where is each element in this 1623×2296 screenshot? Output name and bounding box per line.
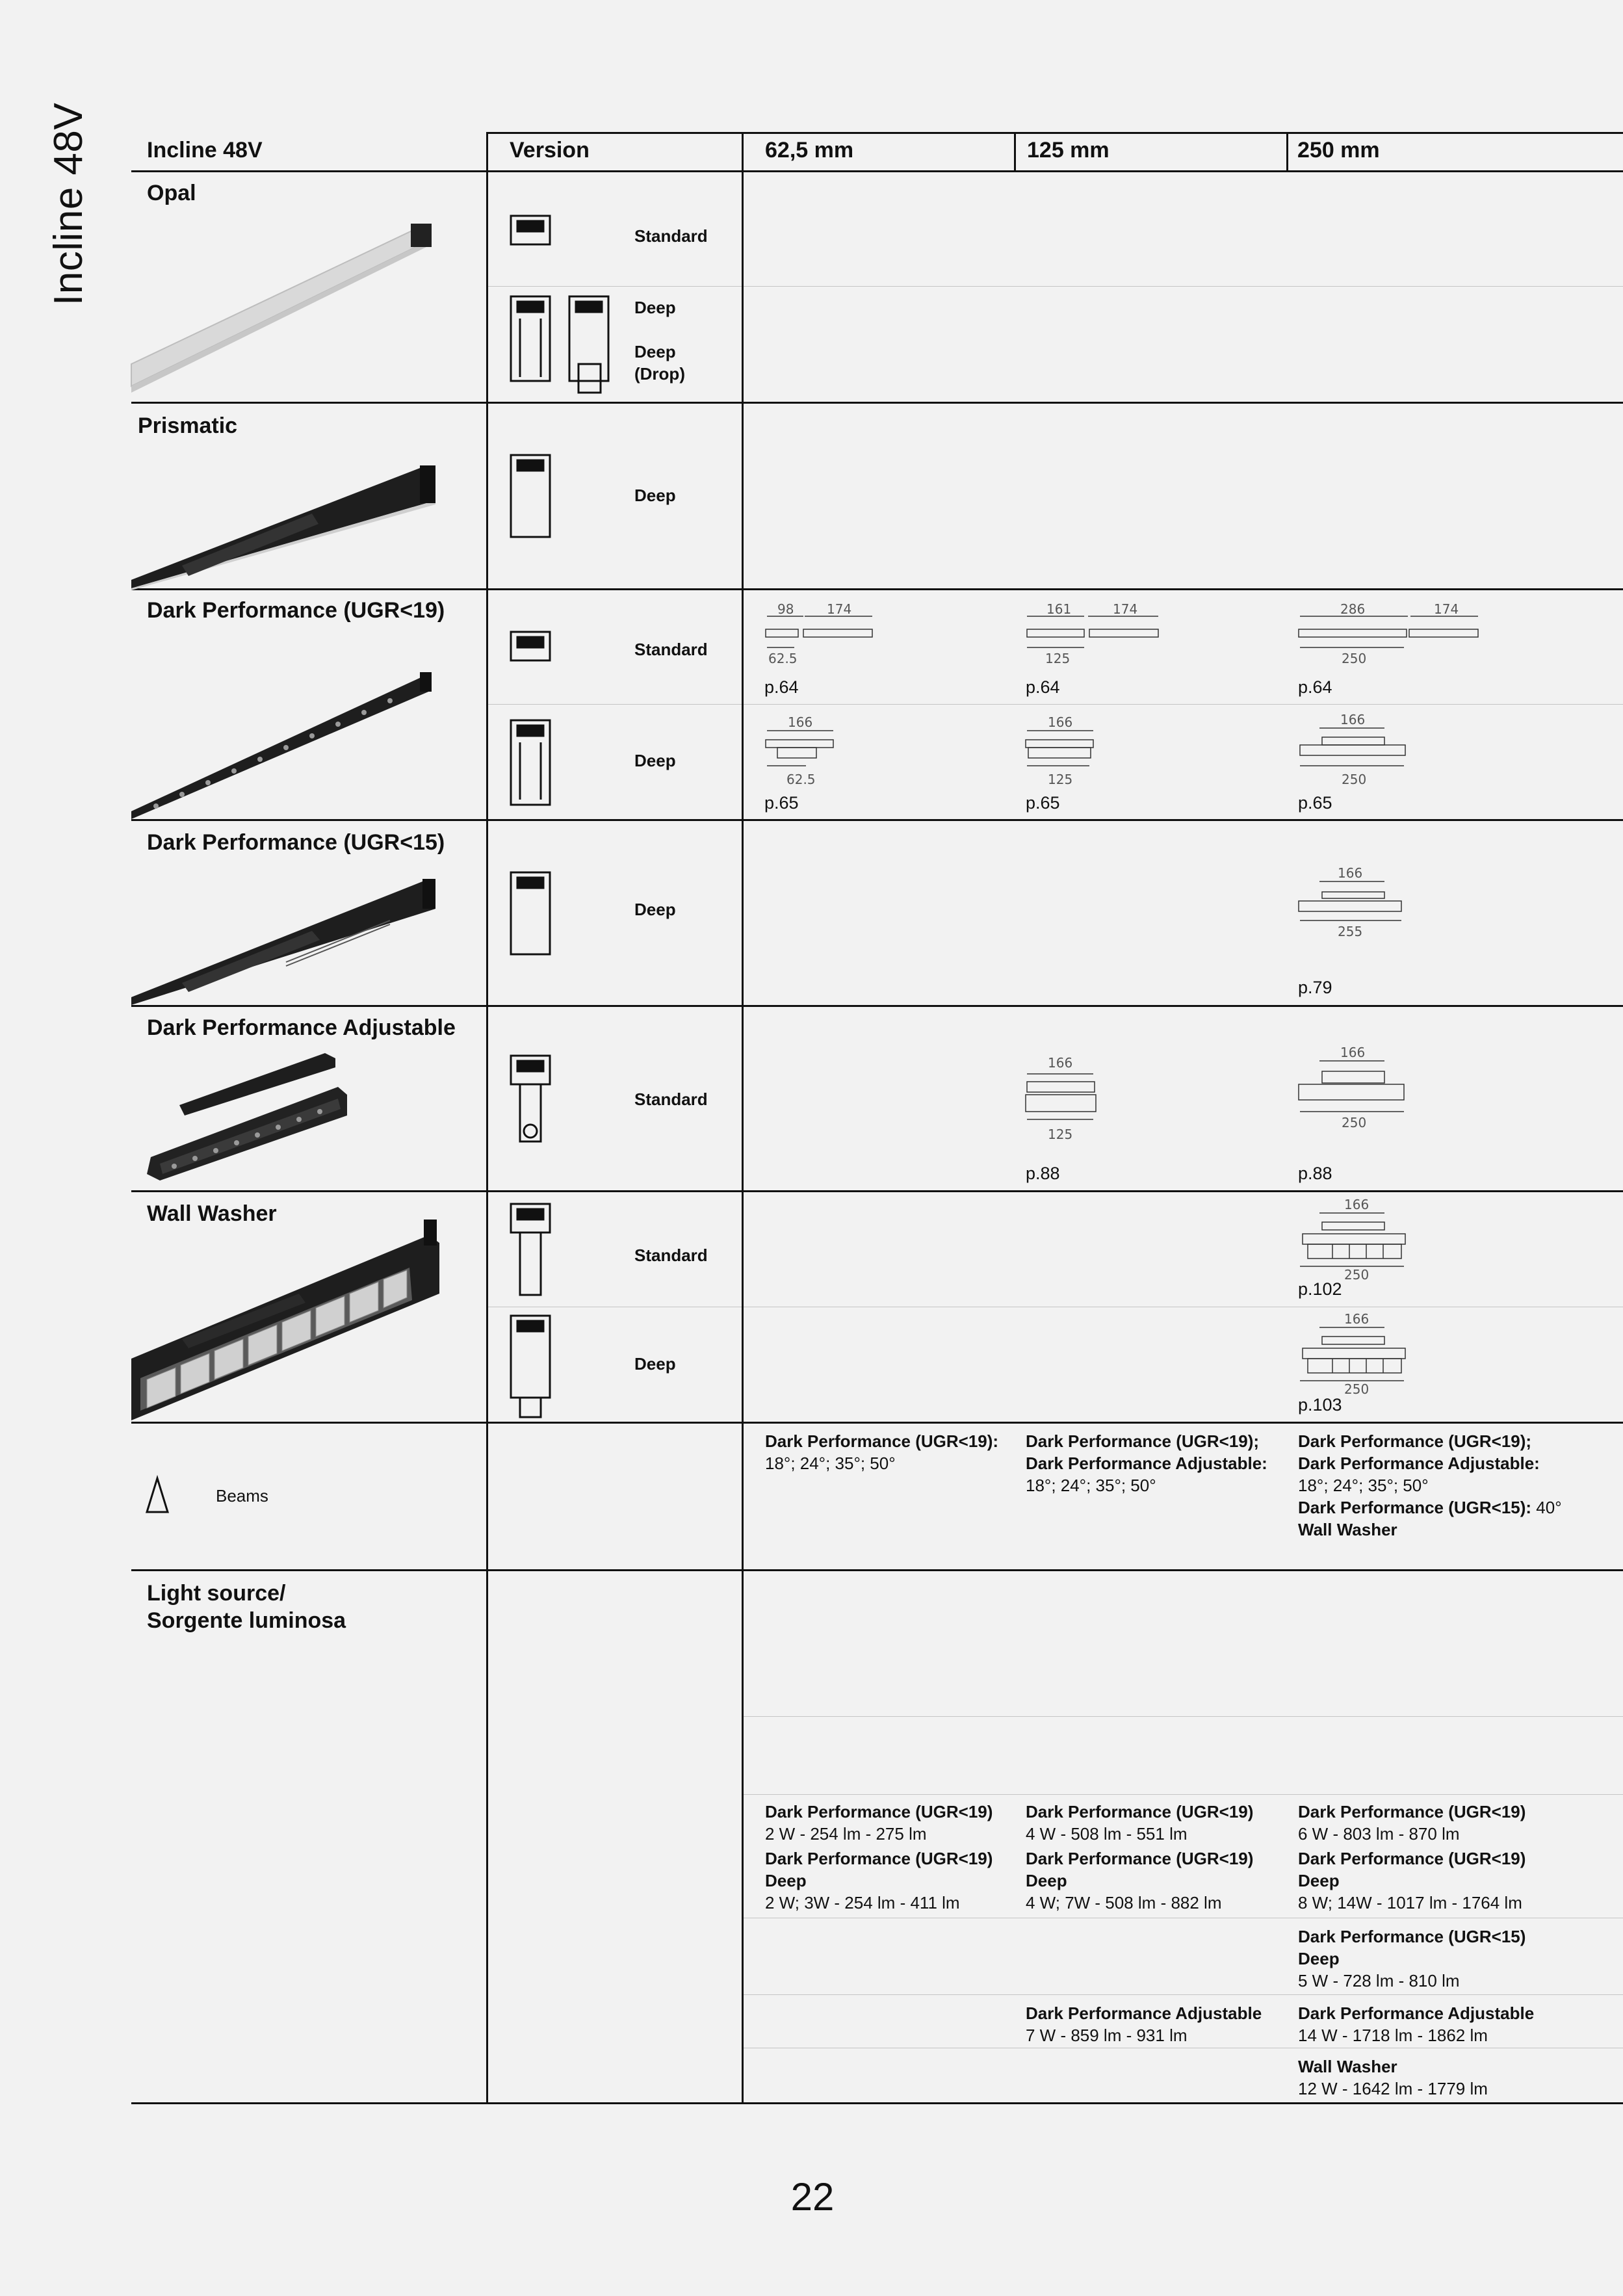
light-source-col-125: Dark Performance (UGR<19) 4 W - 508 lm - 551 lm Dark Performance (UGR<19) Deep 4 W; 7W - 508 lm - 882 lm: [1026, 1802, 1254, 1912]
family-dark-performance-ugr19: Dark Performance (UGR<19): [147, 598, 445, 623]
family-prismatic: Prismatic: [138, 413, 238, 438]
dim-label: 166: [1340, 712, 1366, 727]
light-source-col-125-adjustable: Dark Performance Adjustable 7 W - 859 lm - 931 lm: [1026, 2003, 1262, 2045]
drawing-dp15-deep-250: [1299, 881, 1401, 920]
drawing-dpa-std-125: [1026, 1074, 1096, 1119]
version-label: Standard: [634, 1246, 708, 1265]
dim-label: 250: [1342, 1115, 1367, 1130]
page-reference[interactable]: p.79: [1298, 978, 1332, 997]
drawing-dp19-std-125: [1027, 616, 1158, 647]
dim-label: 166: [1344, 1197, 1370, 1212]
page-number: 22: [790, 2175, 835, 2219]
dim-label: 62.5: [768, 651, 798, 666]
dim-label: 166: [1048, 1055, 1073, 1071]
drawing-dp19-deep-250: [1300, 728, 1405, 766]
page-reference[interactable]: p.64: [1026, 677, 1060, 697]
light-source-col-250-adjustable: Dark Performance Adjustable 14 W - 1718 lm - 1862 lm: [1298, 2003, 1535, 2045]
dim-label: 286: [1340, 601, 1366, 617]
family-opal: Opal: [147, 181, 196, 205]
beams-col-125: Dark Performance (UGR<19); Dark Performance Adjustable: 18°; 24°; 35°; 50°: [1026, 1431, 1267, 1495]
dim-label: 166: [1048, 714, 1073, 730]
dim-label: 166: [1344, 1311, 1370, 1327]
dim-label: 174: [827, 601, 852, 617]
dim-label: 62.5: [786, 772, 816, 787]
version-label: Deep: [634, 751, 676, 770]
page-reference[interactable]: p.65: [1026, 793, 1060, 813]
dim-label: 250: [1342, 772, 1367, 787]
family-dark-performance-adjustable: Dark Performance Adjustable: [147, 1015, 456, 1040]
dim-label: 166: [1338, 865, 1363, 881]
header-col-62: 62,5 mm: [765, 138, 854, 163]
version-label: Deep: [634, 900, 676, 919]
side-title: Incline 48V: [46, 102, 91, 306]
family-wall-washer: Wall Washer: [147, 1201, 277, 1226]
dim-label: 174: [1434, 601, 1459, 617]
beam-icon: [144, 1477, 170, 1513]
dim-label: 125: [1048, 1127, 1073, 1142]
page-reference[interactable]: p.102: [1298, 1279, 1342, 1299]
dim-label: 98: [777, 601, 794, 617]
light-source-col-62: Dark Performance (UGR<19) 2 W - 254 lm - 275 lm Dark Performance (UGR<19) Deep 2 W; 3W - 254 lm - 411 lm: [765, 1802, 993, 1912]
page-reference[interactable]: p.88: [1298, 1164, 1332, 1183]
light-source-col-250-wall-washer: Wall Washer 12 W - 1642 lm - 1779 lm: [1298, 2057, 1488, 2098]
drawing-dp19-std-250: [1299, 616, 1478, 647]
drawing-ww-std-250: [1300, 1213, 1405, 1266]
page-reference[interactable]: p.65: [1298, 793, 1332, 813]
dim-label: 250: [1342, 651, 1367, 666]
light-source-col-250: Dark Performance (UGR<19) 6 W - 803 lm - 870 lm Dark Performance (UGR<19) Deep 8 W; 14W - 1017 lm - 1764 lm: [1298, 1802, 1526, 1912]
version-label: Deep: [634, 1354, 676, 1374]
version-label: Deep: [634, 486, 676, 505]
drawing-dp19-deep-62: [766, 731, 833, 766]
page-reference[interactable]: p.103: [1298, 1395, 1342, 1415]
version-label: Standard: [634, 226, 708, 246]
version-label: Deep: [634, 298, 676, 317]
dim-label: 174: [1113, 601, 1138, 617]
drawing-dp19-std-62: [766, 616, 872, 647]
beams-label: Beams: [216, 1486, 268, 1506]
header-product: Incline 48V: [147, 138, 263, 163]
dim-label: 255: [1338, 924, 1363, 939]
beams-col-250: Dark Performance (UGR<19); Dark Performance Adjustable: 18°; 24°; 35°; 50° Dark Performance (UGR<15): 40° Wall Washer: [1298, 1431, 1562, 1539]
drawing-ww-deep-250: [1300, 1327, 1405, 1381]
header-version: Version: [510, 138, 590, 163]
dim-label: 250: [1344, 1267, 1370, 1283]
dim-label: 161: [1046, 601, 1072, 617]
dim-label: 125: [1045, 651, 1071, 666]
dim-label: 166: [788, 714, 813, 730]
beams-col-62: Dark Performance (UGR<19): 18°; 24°; 35°; 50°: [765, 1431, 999, 1473]
page-reference[interactable]: p.64: [1298, 677, 1332, 697]
drawing-dpa-std-250: [1299, 1061, 1404, 1112]
version-label: Deep (Drop): [634, 342, 685, 384]
version-label: Standard: [634, 640, 708, 659]
page-reference[interactable]: p.88: [1026, 1164, 1060, 1183]
version-label: Standard: [634, 1089, 708, 1109]
light-source-title: Light source/ Sorgente luminosa: [147, 1581, 346, 1633]
header-col-250: 250 mm: [1297, 138, 1380, 163]
light-source-col-250-ugr15: Dark Performance (UGR<15) Deep 5 W - 728 lm - 810 lm: [1298, 1927, 1526, 1990]
header-col-125: 125 mm: [1027, 138, 1110, 163]
page-reference[interactable]: p.64: [764, 677, 799, 697]
drawing-dp19-deep-125: [1026, 731, 1093, 766]
dim-label: 250: [1344, 1381, 1370, 1397]
dim-label: 125: [1048, 772, 1073, 787]
family-dark-performance-ugr15: Dark Performance (UGR<15): [147, 830, 445, 855]
page-reference[interactable]: p.65: [764, 793, 799, 813]
dim-label: 166: [1340, 1045, 1366, 1060]
